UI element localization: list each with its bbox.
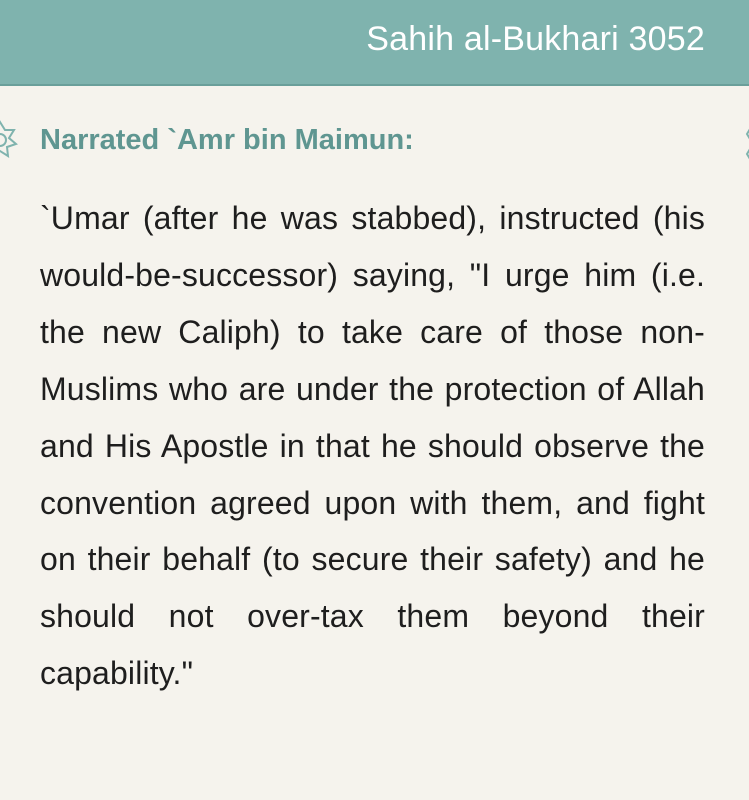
star-ornament-icon xyxy=(0,118,20,166)
header-bar xyxy=(0,0,749,86)
hadith-body-text: `Umar (after he was stabbed), instructed (his would-be-successor) saying, "I urge him (i.e. the new Caliph) to take care of those non-Muslims who are under the protection of Allah and His Apostle in that he should observe the convention agreed upon with them, and fight on their behalf (to secure their safety) and he should not over-tax them beyond their capability." xyxy=(40,200,705,692)
edge-ornament-icon xyxy=(743,122,749,166)
narrator-line: Narrated `Amr bin Maimun: xyxy=(40,124,414,156)
hadith-reference-title: Sahih al-Bukhari 3052 xyxy=(366,20,705,58)
